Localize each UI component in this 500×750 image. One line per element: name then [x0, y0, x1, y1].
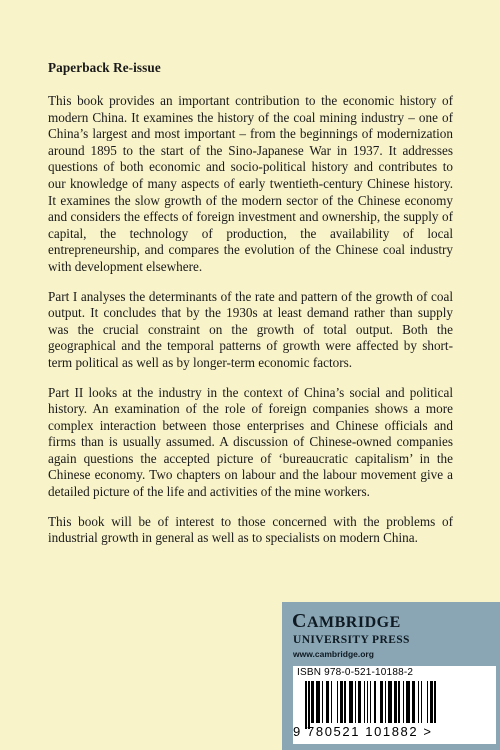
paragraph-part-two: Part II looks at the industry in the context of China’s social and political history. An examination of the role of foreign companies shows a more complex interaction between those enterprises and Chinese officials and firms than is usually assumed. A discussion of Chinese-owned companies again questions the accepted picture of ‘bureaucratic capitalism’ in the Chinese economy. Two chapters on labour and the labour movement give a detailed picture of the life and activities of the mine workers. — [48, 384, 453, 500]
publisher-initial: C — [292, 610, 307, 632]
publisher-press: UNIVERSITY PRESS — [293, 634, 410, 646]
publisher-panel — [282, 602, 500, 750]
paragraph-audience: This book will be of interest to those concerned with the problems of industrial growth in general as well as to specialists on modern China. — [48, 513, 453, 546]
barcode-gap — [436, 681, 438, 723]
barcode-icon — [305, 681, 487, 729]
publisher-url: www.cambridge.org — [293, 649, 374, 659]
publisher-name-rest: AMBRIDGE — [306, 614, 401, 631]
section-heading: Paperback Re-issue — [48, 60, 161, 75]
back-cover-text — [48, 60, 453, 560]
isbn-label: ISBN 978-0-521-10188-2 — [297, 667, 414, 678]
paragraph-part-one: Part I analyses the determinants of the rate and pattern of the growth of coal output. It concludes that by the 1930s at least demand rather than supply was the crucial constraint on the growth of total output. Both the geographical and the temporal patterns of growth were affected by short-term political as well as by longer-term economic factors. — [48, 288, 453, 370]
barcode-block — [293, 666, 496, 744]
ean-digits: 9 780521 101882 > — [293, 724, 433, 739]
paragraph-intro: This book provides an important contribution to the economic history of modern China. It examines the history of the coal mining industry – one of China’s largest and most important – from the beginnings of modernization around 1895 to the start of the Sino-Japanese War in 1937. It addresses questions of both economic and socio-political history and contributes to our knowledge of many aspects of early twentieth-century Chinese history. It examines the slow growth of the modern sector of the Chinese economy and considers the effects of foreign investment and ownership, the supply of capital, the technology of production, the availability of local entrepreneurship, and compares the evolution of the Chinese coal industry with development elsewhere. — [48, 93, 453, 274]
publisher-logo — [292, 610, 401, 633]
